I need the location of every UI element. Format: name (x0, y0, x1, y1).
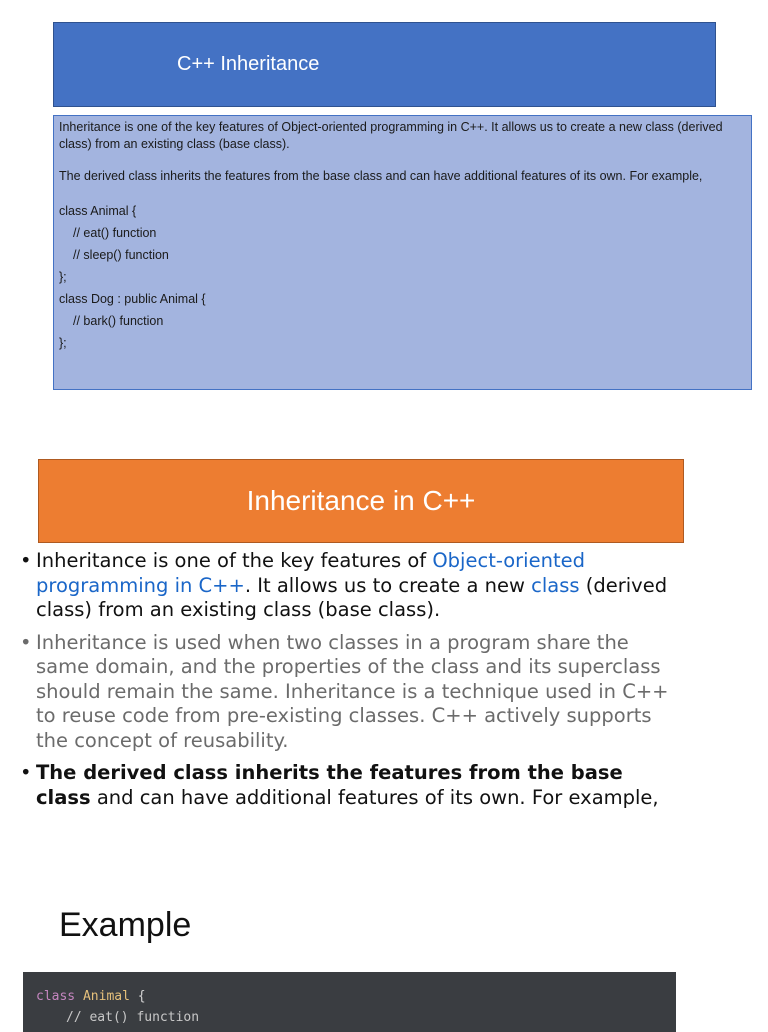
slide1-code-line: // bark() function (73, 314, 164, 328)
code-line (36, 986, 676, 1007)
code-comment: // eat() function (66, 1010, 200, 1025)
bullet-bold-text: The derived class inherits the features from the base class (36, 761, 623, 809)
bullet-item (18, 631, 678, 754)
slide1-paragraph-1: Inheritance is one of the key features of Object-oriented programming in C++. It allows us to create a new class (derived class) from an existing class (base class). (59, 120, 723, 151)
slide1-code-line: }; (59, 270, 67, 284)
bullet-text: (derived class) from an existing class (base class). (36, 573, 668, 621)
oop-link[interactable]: Object-oriented programming in C++ (36, 549, 585, 597)
bullet-text: and can have additional features of its own. For example, (90, 785, 659, 809)
slide1-title-box (53, 22, 716, 107)
bullet-dot-icon: • (20, 761, 32, 784)
code-block (23, 972, 676, 1032)
example-heading: Example (59, 906, 192, 944)
slide1-code-line: class Dog : public Animal { (59, 292, 206, 306)
code-line (36, 1007, 676, 1028)
slide1-code-line: // eat() function (73, 226, 157, 240)
slide1-code-line: // sleep() function (73, 248, 169, 262)
slide2-bullet-list (18, 549, 678, 867)
bullet-text: Inheritance is one of the key features of (36, 549, 433, 572)
slide2-title-box (38, 459, 684, 543)
bullet-item (18, 549, 678, 623)
code-brace: { (129, 989, 146, 1004)
bullet-text: . It allows us to create a new (244, 573, 532, 597)
bullet-item (18, 761, 678, 810)
code-type: Animal (82, 989, 130, 1004)
class-link[interactable]: class (531, 573, 580, 597)
slide1-body (53, 115, 752, 390)
bullet-dot-icon: • (20, 630, 32, 654)
slide1-paragraph-2: The derived class inherits the features from the base class and can have additional features of its own. For example, (59, 169, 703, 183)
slide1-code-line: class Animal { (59, 204, 137, 218)
slide1-code-line: }; (59, 336, 67, 350)
bullet-dot-icon: • (20, 549, 32, 572)
slide1-title: C++ Inheritance (177, 53, 320, 75)
code-keyword: class (36, 989, 76, 1004)
slide2-title: Inheritance in C++ (246, 485, 476, 516)
bullet-text: Inheritance is used when two classes in a program share the same domain, and the properties of the class and its superclass should remain the same. Inheritance is a technique used in C++ to reuse code from pre-existing classes. C++ actively supports the concept of reusability. (36, 630, 669, 752)
